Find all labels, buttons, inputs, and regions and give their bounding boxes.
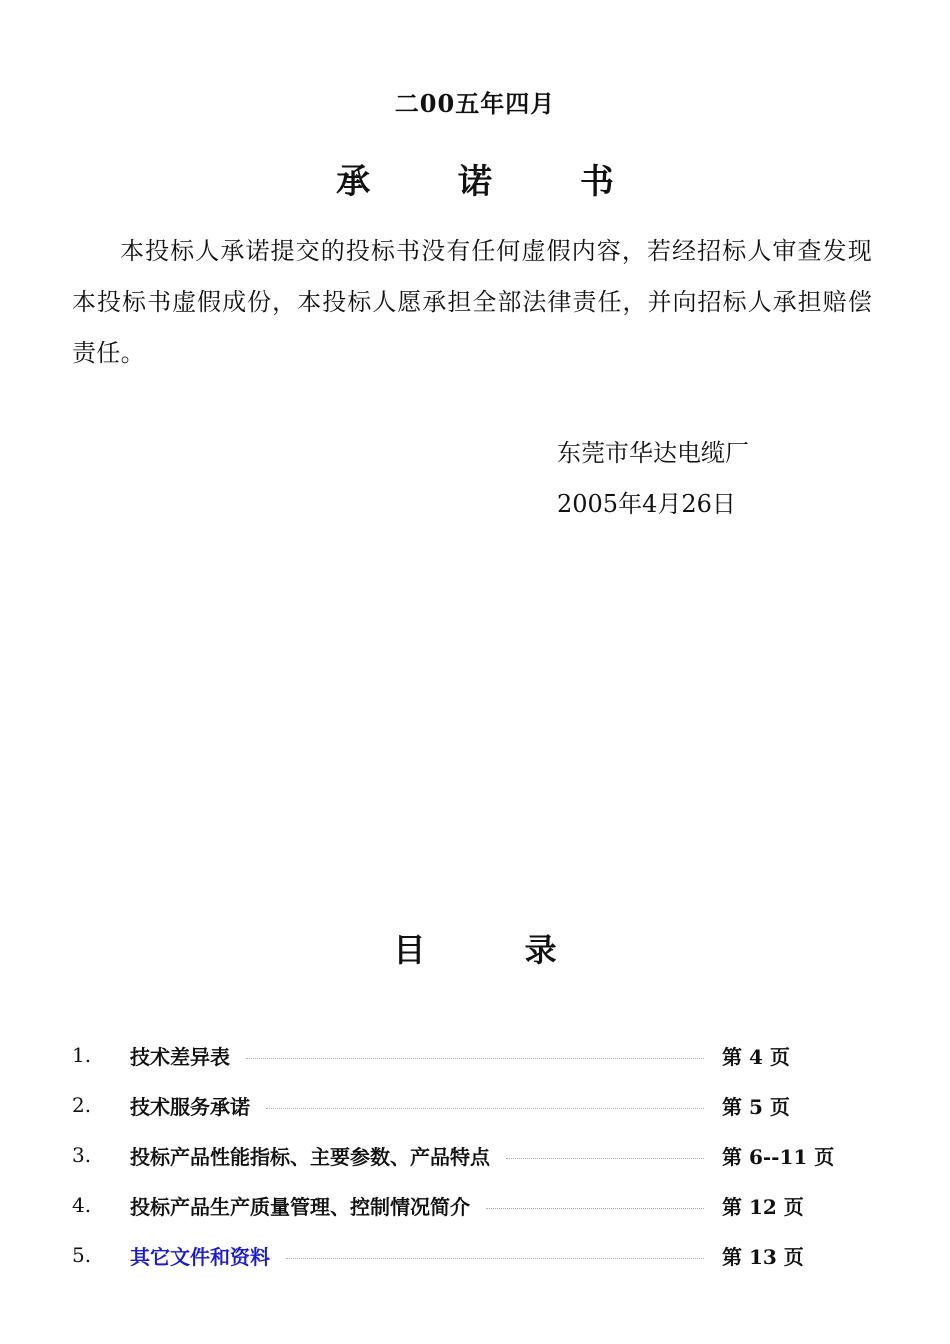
signed-date: 2005年4月26日 xyxy=(557,490,736,518)
toc-item-label: 投标产品性能指标、主要参数、产品特点 xyxy=(130,1144,490,1169)
toc-item-number: 3. xyxy=(72,1143,92,1167)
toc-item[interactable] xyxy=(72,1030,842,1080)
dot-leader xyxy=(266,1108,704,1109)
toc-item-page: 第 12 页 xyxy=(722,1194,804,1219)
document-date-heading: 二00五年四月 xyxy=(394,89,556,118)
commitment-paragraph: 本投标人承诺提交的投标书没有任何虚假内容，若经招标人审查发现本投标书虚假成份，本投标人愿承担全部法律责任，并向招标人承担赔偿责任。 xyxy=(72,237,872,367)
toc-item-label: 技术差异表 xyxy=(130,1044,230,1069)
toc-item[interactable] xyxy=(72,1180,842,1230)
company-name: 东莞市华达电缆厂 xyxy=(557,439,749,467)
toc-item-page: 第 4 页 xyxy=(722,1044,790,1069)
toc-item-page: 第 6--11 页 xyxy=(722,1144,835,1169)
toc-item[interactable] xyxy=(72,1230,842,1280)
toc-item[interactable] xyxy=(72,1130,842,1180)
toc-item-label: 投标产品生产质量管理、控制情况简介 xyxy=(130,1194,470,1219)
toc-title: 目 录 xyxy=(393,931,601,969)
dot-leader xyxy=(486,1208,704,1209)
dot-leader xyxy=(286,1258,704,1259)
toc-item-number: 5. xyxy=(72,1243,92,1267)
toc-item-page: 第 5 页 xyxy=(722,1094,790,1119)
toc-item-number: 1. xyxy=(72,1043,92,1067)
signature-block xyxy=(557,428,749,530)
dot-leader xyxy=(506,1158,704,1159)
toc-item-number: 4. xyxy=(72,1193,92,1217)
toc-item-label: 技术服务承诺 xyxy=(130,1094,250,1119)
page-title: 承 诺 书 xyxy=(336,162,652,202)
table-of-contents xyxy=(72,1030,842,1280)
toc-item[interactable] xyxy=(72,1080,842,1130)
toc-item-link[interactable]: 其它文件和资料 xyxy=(130,1244,270,1269)
toc-item-number: 2. xyxy=(72,1093,92,1117)
dot-leader xyxy=(246,1058,704,1059)
toc-item-page: 第 13 页 xyxy=(722,1244,804,1269)
